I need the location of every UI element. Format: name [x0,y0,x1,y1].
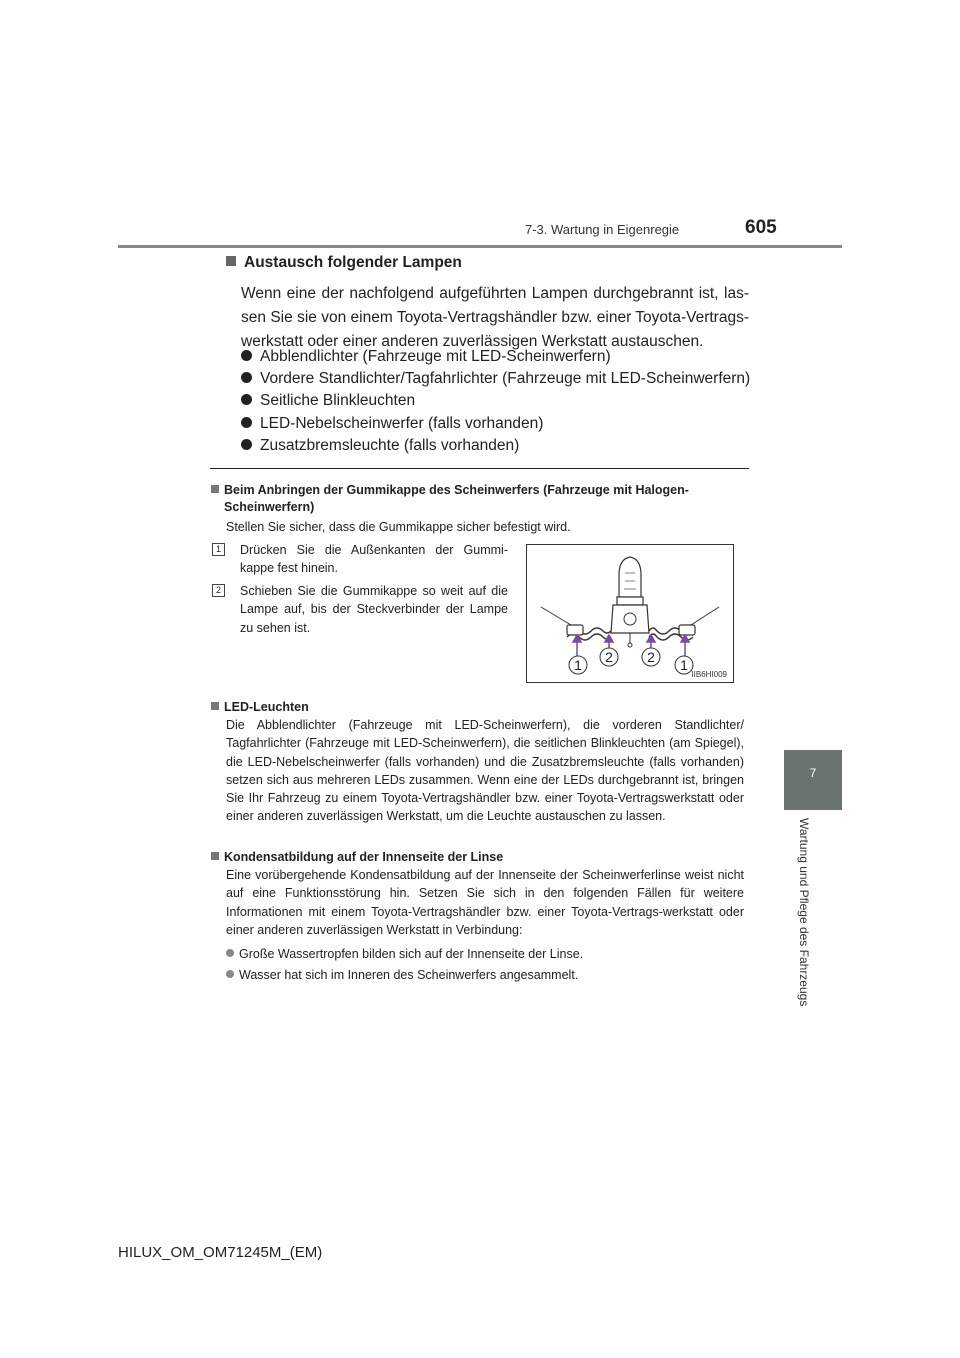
condensation-title-text: Kondensatbildung auf der Innenseite der Linse [224,850,504,864]
lamp-list [241,346,750,457]
step-2-number-icon: 2 [212,584,225,597]
headlight-bulb-figure [526,544,734,683]
header-divider [118,245,842,248]
list-item-text: Seitliche Blinkleuchten [260,392,416,410]
bullet-dot-icon [241,394,252,405]
rubber-cap-title [211,482,749,516]
step-1-text: Drücken Sie die Außenkanten der Gummi-kappe fest hinein. [240,543,508,576]
rubber-cap-intro: Stellen Sie sicher, dass die Gummikappe sicher befestigt wird. [226,520,571,534]
callout-1-left: 1 [574,657,582,673]
list-item [241,435,750,457]
page-number: 605 [745,217,777,238]
bullet-dot-icon [241,417,252,428]
bullet-dot-icon [241,439,252,450]
callout-1-right: 1 [680,657,688,673]
list-item-text: Große Wassertropfen bilden sich auf der Innenseite der Linse. [239,947,584,961]
chapter-number: 7 [809,766,817,780]
document-code: HILUX_OM_OM71245M_(EM) [118,1244,323,1261]
main-section-title-text: Austausch folgender Lampen [244,254,462,271]
led-paragraph: Die Abblendlichter (Fahrzeuge mit LED-Scheinwerfern), die vorderen Standlichter/ Tagfahrlichter (Fahrzeuge mit LED-Scheinwerfern), die seitlichen Blinkleuchten (am Spiegel), die LED-Nebelscheinwerfer (falls vorhanden) und die Zusatzbremsleuchte (falls vorhanden) setzen sich aus mehreren LEDs zusammen. Wenn eine der LEDs durchgebrannt ist, bringen Sie Ihr Fahrzeug zu einem Toyota-Vertragshändler bzw. einer Toyota-Vertragswerkstatt oder einer anderen zuverlässigen Werkstatt, um die Leuchte austauschen zu lassen. [226,718,744,824]
bullet-dot-icon [226,970,234,978]
bullet-dot-icon [241,350,252,361]
rubber-cap-title-line1: Beim Anbringen der Gummikappe des Scheinwerfers (Fahrzeuge mit Halogen- [224,483,689,497]
list-item [226,945,583,963]
list-item-text: Wasser hat sich im Inneren des Scheinwerfers angesammelt. [239,968,579,982]
chapter-label-text: Wartung und Pflege des Fahrzeugs [797,818,811,1007]
rubber-cap-title-line2: Scheinwerfern) [224,500,315,514]
square-bullet-icon [211,485,219,493]
square-bullet-icon [211,702,219,710]
bulb-illustration [527,545,733,682]
list-item-text: Vordere Standlichter/Tagfahrlichter (Fahrzeuge mit LED-Scheinwerfern) [260,370,751,388]
led-title [211,699,309,716]
step-2-text: Schieben Sie die Gummikappe so weit auf die Lampe auf, bis der Steckverbinder der Lampe zu sehen ist. [240,584,508,635]
condensation-title [211,849,503,866]
list-item [241,346,750,368]
bullet-dot-icon [226,949,234,957]
list-item [241,413,750,435]
list-item [241,368,750,390]
condensation-paragraph: Eine vorübergehende Kondensatbildung auf der Innenseite der Scheinwerferlinse weist nicht auf eine Funktionsstörung hin. Setzen Sie sich in den folgenden Fällen für weitere Informationen mit einem Toyota-Vertragshändler bzw. einer Toyota-Vertrags-werkstatt oder einer anderen zuverlässigen Werkstatt in Verbindung: [226,868,744,937]
led-title-text: LED-Leuchten [224,700,309,714]
bullet-dot-icon [241,372,252,383]
list-item-text: Zusatzbremsleuchte (falls vorhanden) [260,436,520,454]
section-divider [210,468,749,469]
list-item [226,966,578,984]
section-heading: 7-3. Wartung in Eigenregie [525,222,680,237]
chapter-label [795,818,811,1026]
step-1-number-icon: 1 [212,543,225,556]
main-section-title [226,254,462,272]
main-section-paragraph: Wenn eine der nachfolgend aufgeführten Lampen durchgebrannt ist, las-sen Sie sie von einem Toyota-Vertragshändler bzw. einer Toyota-Vertrags-werkstatt oder einer anderen zuverlässigen Werkstatt austauschen. [241,285,749,350]
figure-code: IIB6HI009 [691,670,727,679]
square-bullet-icon [211,852,219,860]
chapter-tab [784,750,842,810]
list-item-text: Abblendlichter (Fahrzeuge mit LED-Scheinwerfern) [260,348,611,365]
square-bullet-icon [226,256,236,266]
callout-2-right: 2 [647,649,655,665]
list-item-text: LED-Nebelscheinwerfer (falls vorhanden) [260,414,544,432]
list-item [241,390,750,412]
callout-2-left: 2 [605,649,613,665]
